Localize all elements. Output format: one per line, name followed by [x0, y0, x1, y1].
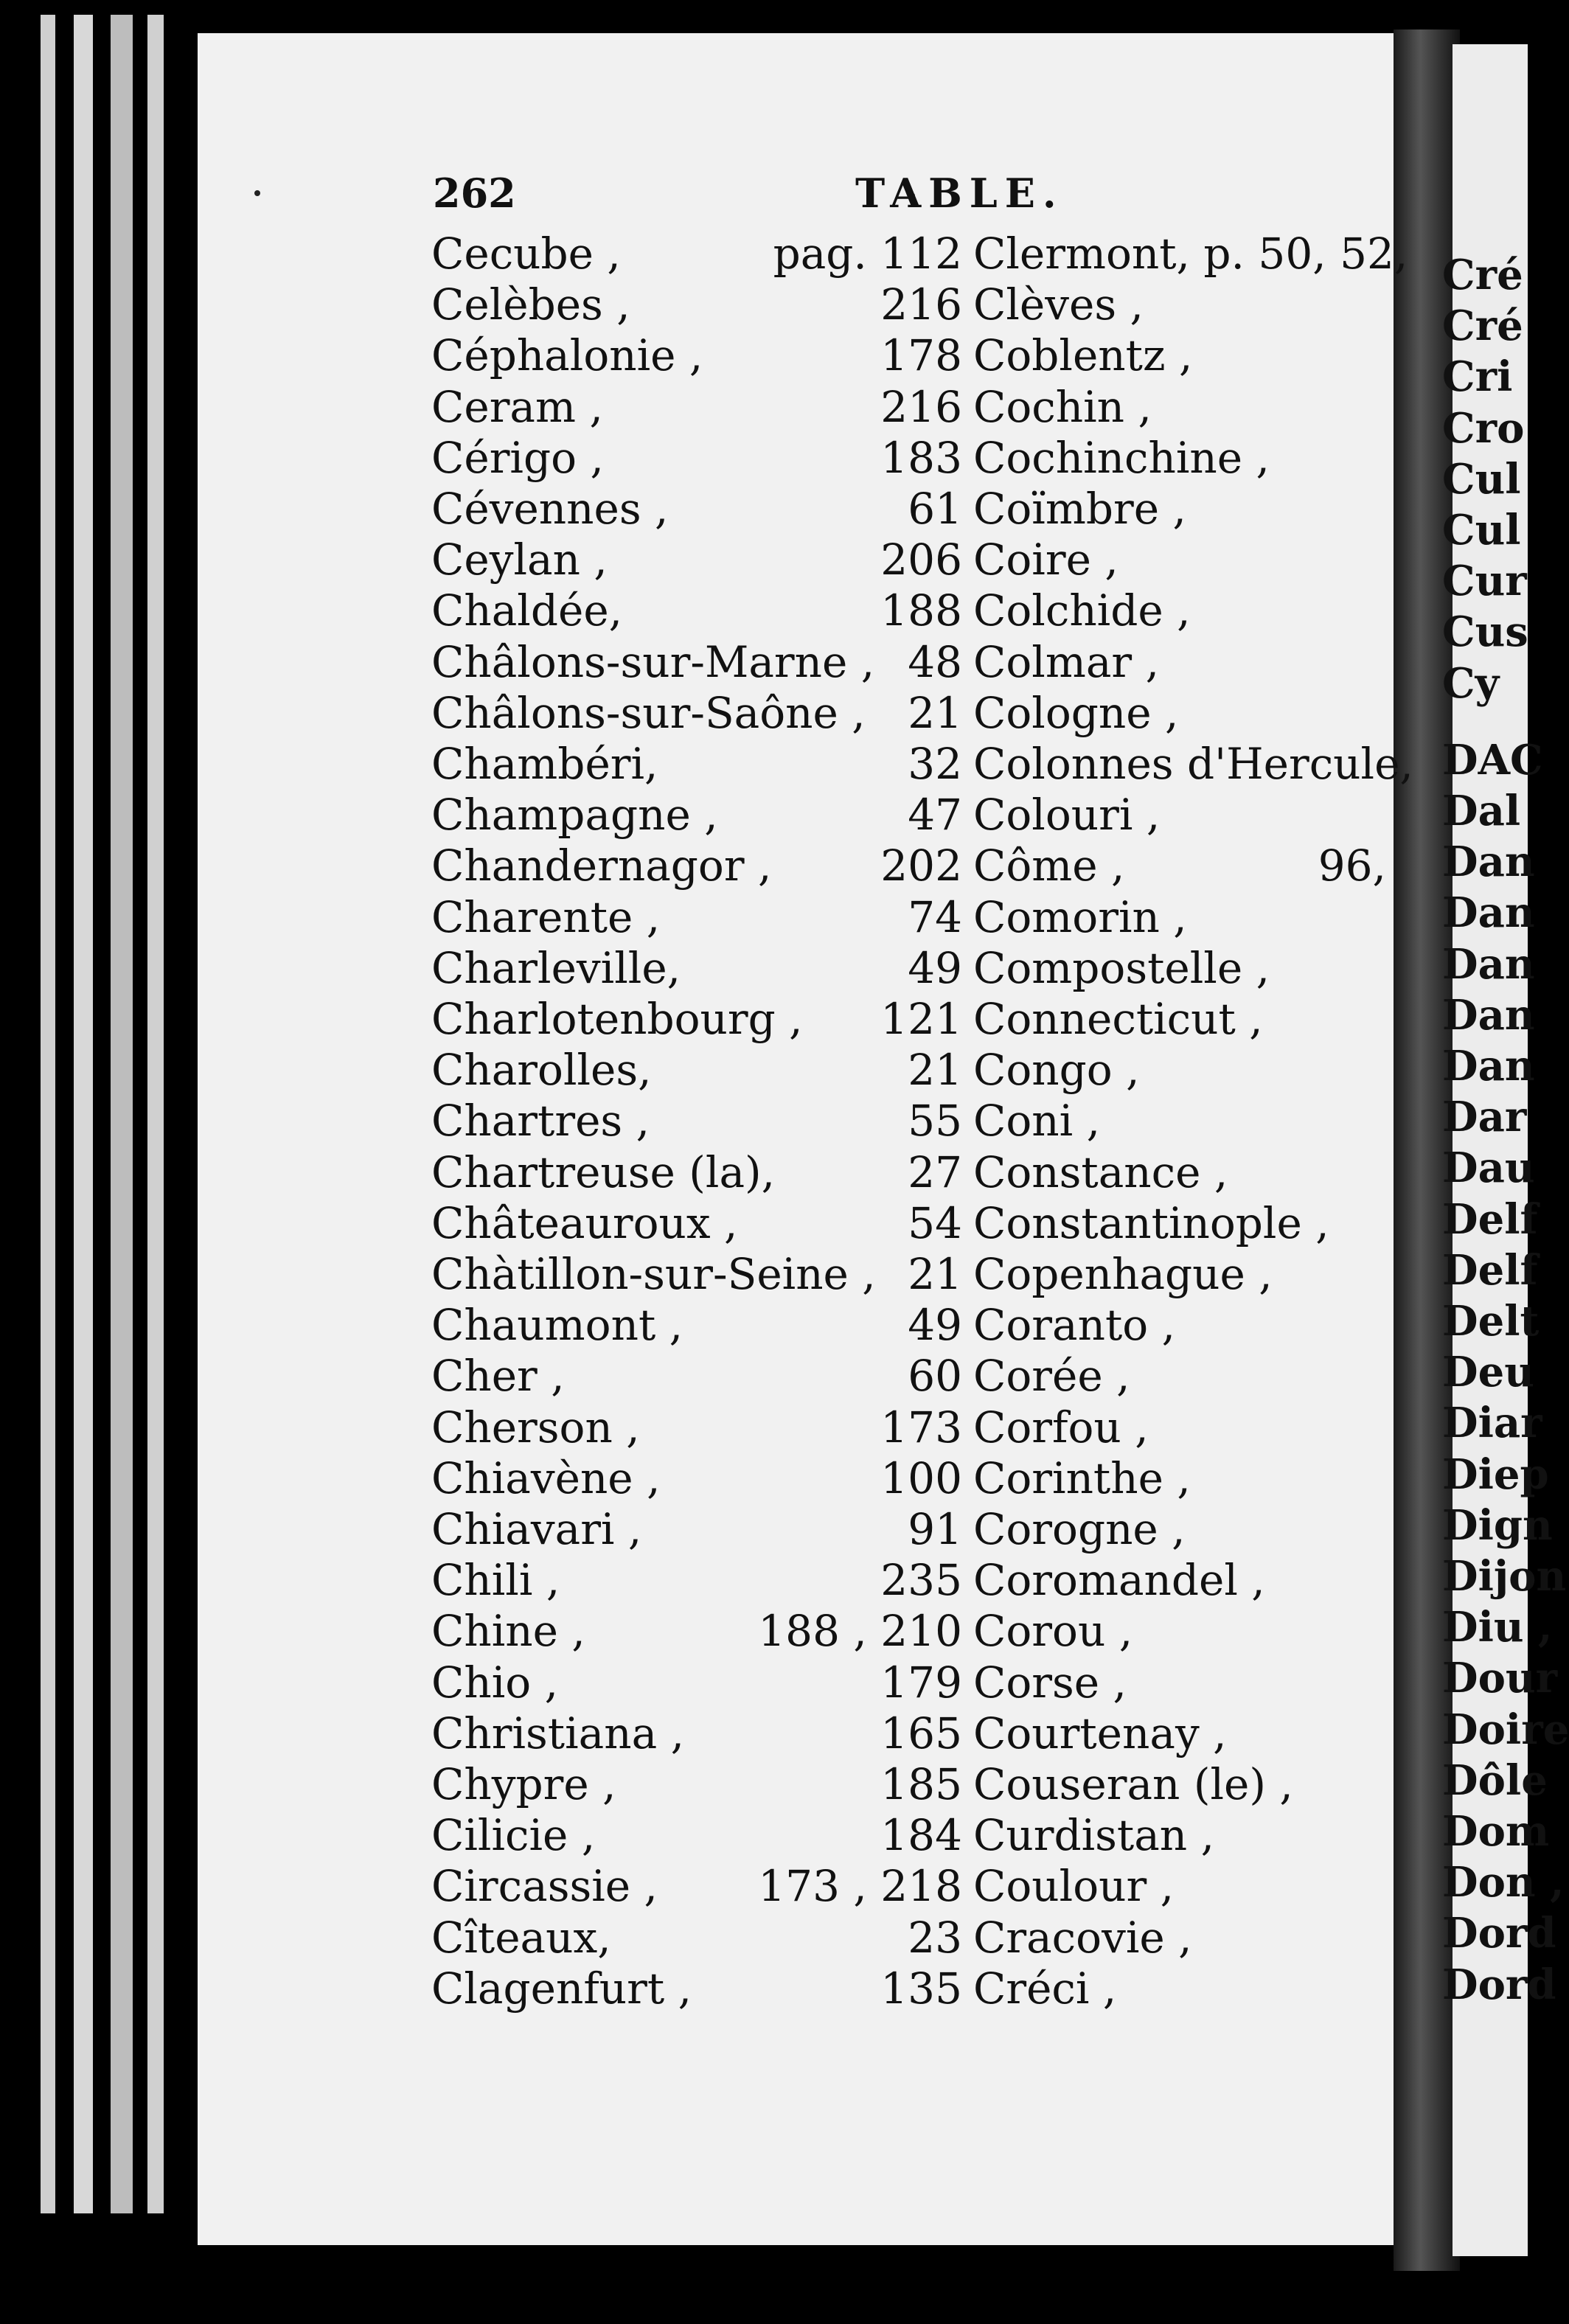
- index-entry: [973, 1606, 1386, 1656]
- index-entry: [431, 1861, 962, 1911]
- page-edge-stack: [0, 0, 199, 2324]
- facing-page-text: Diu ,: [1442, 1603, 1553, 1652]
- entry-name: Coïmbre ,: [973, 484, 1186, 534]
- entry-name: Curdistan ,: [973, 1810, 1215, 1861]
- index-entry: [973, 1249, 1386, 1299]
- index-entry: [973, 1453, 1386, 1503]
- entry-name: Cecube ,: [431, 229, 621, 279]
- entry-name: Couseran (le) ,: [973, 1759, 1293, 1809]
- entry-page: 96,: [1318, 841, 1386, 891]
- entry-name: Chili ,: [431, 1555, 560, 1606]
- index-entry: [431, 585, 962, 636]
- index-entry: [973, 330, 1386, 380]
- index-entry: [973, 1657, 1386, 1708]
- index-entry: [431, 1810, 962, 1860]
- entry-page: 61: [908, 484, 962, 534]
- page-edge: [41, 15, 55, 2213]
- entry-page: 60: [908, 1351, 962, 1402]
- entry-name: Charolles,: [431, 1045, 652, 1096]
- index-entry: [431, 382, 962, 432]
- index-entry: [973, 382, 1386, 432]
- entry-name: Côme ,: [973, 841, 1125, 891]
- index-entry: [973, 1963, 1386, 2014]
- entry-name: Constance ,: [973, 1147, 1228, 1197]
- facing-page-text: Delt: [1442, 1297, 1540, 1346]
- entry-page: 173: [880, 1402, 962, 1452]
- entry-name: Colchide ,: [973, 585, 1191, 636]
- entry-name: Celèbes ,: [431, 279, 630, 330]
- entry-page: 121: [880, 994, 962, 1044]
- entry-name: Clagenfurt ,: [431, 1963, 692, 2014]
- entry-page: 184: [880, 1810, 962, 1861]
- index-entry: [431, 1249, 962, 1299]
- entry-name: Charleville,: [431, 942, 681, 993]
- index-entry: [431, 1351, 962, 1401]
- facing-page-text: Dom: [1442, 1807, 1550, 1856]
- ink-speck: [254, 190, 260, 196]
- index-entry: [431, 1504, 962, 1554]
- facing-page-text: Cré: [1442, 302, 1523, 351]
- index-entry: [973, 1555, 1386, 1605]
- entry-name: Chiavène ,: [431, 1452, 661, 1503]
- entry-name: Clermont, p. 50, 52,: [973, 229, 1408, 279]
- entry-name: Corse ,: [973, 1657, 1127, 1708]
- facing-page-fragment: [1442, 44, 1569, 2256]
- index-entry: [431, 1963, 962, 2014]
- index-entry: [973, 1810, 1386, 1860]
- entry-page: 49: [908, 942, 962, 993]
- index-entry: [431, 433, 962, 483]
- entry-name: Ceylan ,: [431, 535, 608, 585]
- index-entry: [973, 484, 1386, 534]
- facing-page-text: Dôle: [1442, 1756, 1548, 1805]
- entry-page: 202: [880, 841, 962, 891]
- index-entry: [973, 1198, 1386, 1248]
- entry-name: Chaldée,: [431, 585, 623, 636]
- facing-page-text: Dar: [1442, 1093, 1527, 1142]
- index-entry: [431, 1555, 962, 1605]
- entry-page: 23: [908, 1912, 962, 1963]
- entry-name: Châlons-sur-Marne ,: [431, 636, 875, 687]
- entry-name: Cher ,: [431, 1351, 565, 1402]
- entry-name: Châteauroux ,: [431, 1197, 738, 1248]
- entry-name: Corinthe ,: [973, 1452, 1191, 1503]
- facing-page-text: Dan: [1442, 838, 1535, 887]
- index-entry: [431, 535, 962, 585]
- entry-page: 188: [880, 585, 962, 636]
- index-entry: [431, 739, 962, 789]
- index-entry: [973, 943, 1386, 993]
- index-entry: [973, 535, 1386, 585]
- entry-page: 21: [908, 1249, 962, 1299]
- facing-page-text: Dan: [1442, 939, 1535, 989]
- entry-name: Cologne ,: [973, 687, 1179, 738]
- entry-name: Congo ,: [973, 1045, 1140, 1096]
- index-entry: [431, 1708, 962, 1758]
- entry-name: Cîteaux,: [431, 1912, 611, 1963]
- entry-name: Coranto ,: [973, 1300, 1176, 1351]
- entry-name: Chambéri,: [431, 739, 658, 789]
- entry-name: Cracovie ,: [973, 1912, 1192, 1963]
- entry-name: Ceram ,: [431, 381, 603, 432]
- index-entry: [973, 1759, 1386, 1809]
- facing-page-text: Cul: [1442, 454, 1521, 504]
- entry-page: 185: [880, 1759, 962, 1809]
- index-entry: [431, 1759, 962, 1809]
- entry-page: 27: [908, 1147, 962, 1197]
- index-entry: [431, 1453, 962, 1503]
- index-entry: [973, 994, 1386, 1044]
- entry-name: Coulour ,: [973, 1861, 1175, 1912]
- entry-name: Champagne ,: [431, 790, 718, 841]
- facing-page-text: Cul: [1442, 506, 1521, 554]
- index-entry: [431, 484, 962, 534]
- entry-name: Christiana ,: [431, 1708, 685, 1758]
- page-edge: [147, 15, 164, 2213]
- entry-name: Charente ,: [431, 891, 661, 942]
- index-entry: [431, 1147, 962, 1197]
- entry-name: Châlons-sur-Saône ,: [431, 687, 866, 738]
- entry-name: Chartres ,: [431, 1096, 650, 1147]
- facing-page-text: Dord: [1442, 1960, 1556, 2009]
- entry-name: Créci ,: [973, 1963, 1117, 2014]
- entry-page: 32: [908, 739, 962, 789]
- facing-page-text: Dal: [1442, 787, 1521, 835]
- entry-page: 100: [880, 1452, 962, 1503]
- entry-page: 55: [908, 1096, 962, 1147]
- entry-page: 216: [880, 381, 962, 432]
- entry-name: Chartreuse (la),: [431, 1147, 776, 1197]
- entry-page: 206: [880, 535, 962, 585]
- facing-page-text: Delf: [1442, 1245, 1538, 1295]
- facing-page-text: Dan: [1442, 888, 1535, 938]
- index-entry: [431, 1096, 962, 1146]
- index-entry: [431, 841, 962, 891]
- index-entry: [973, 279, 1386, 330]
- index-entry: [973, 1504, 1386, 1554]
- facing-page-text: Cri: [1442, 352, 1513, 402]
- index-entry: [431, 790, 962, 840]
- index-entry: [431, 943, 962, 993]
- entry-name: Comorin ,: [973, 891, 1187, 942]
- entry-name: Coire ,: [973, 535, 1119, 585]
- page-number: 262: [433, 170, 516, 217]
- entry-name: Chypre ,: [431, 1759, 616, 1809]
- index-entry: [431, 637, 962, 687]
- entry-name: Chine ,: [431, 1606, 585, 1657]
- index-entry: [431, 1198, 962, 1248]
- entry-name: Clèves ,: [973, 279, 1144, 330]
- entry-name: Coromandel ,: [973, 1555, 1265, 1606]
- entry-page: 54: [908, 1197, 962, 1248]
- entry-name: Cherson ,: [431, 1402, 640, 1452]
- index-entry: [973, 1045, 1386, 1095]
- entry-page: 91: [908, 1504, 962, 1554]
- entry-name: Colonnes d'Hercule,: [973, 739, 1413, 789]
- entry-page: 48: [908, 636, 962, 687]
- entry-page: 216: [880, 279, 962, 330]
- index-entry: [973, 841, 1386, 891]
- index-entry: [973, 229, 1408, 279]
- entry-page: 183: [880, 432, 962, 483]
- entry-name: Corée ,: [973, 1351, 1130, 1402]
- index-entry: [431, 688, 962, 738]
- entry-name: Corou ,: [973, 1606, 1133, 1657]
- entry-page: 49: [908, 1300, 962, 1351]
- entry-page: 47: [908, 790, 962, 841]
- entry-name: Copenhague ,: [973, 1249, 1273, 1299]
- index-entry: [431, 1913, 962, 1963]
- entry-name: Corogne ,: [973, 1504, 1186, 1554]
- entry-page: 235: [880, 1555, 962, 1606]
- entry-page: 165: [880, 1708, 962, 1758]
- facing-page-text: Cus: [1442, 608, 1528, 657]
- entry-page: 21: [908, 687, 962, 738]
- index-entry: [973, 790, 1386, 840]
- entry-name: Chio ,: [431, 1657, 559, 1708]
- facing-page-text: Cro: [1442, 403, 1525, 453]
- page-edge: [111, 15, 133, 2213]
- entry-name: Courtenay ,: [973, 1708, 1227, 1758]
- entry-name: Céphalonie ,: [431, 330, 703, 381]
- facing-page-text: Doire: [1442, 1705, 1569, 1754]
- index-entry: [973, 1402, 1386, 1452]
- index-entry: [973, 1861, 1386, 1911]
- facing-page-text: Diar: [1442, 1399, 1542, 1448]
- index-entry: [431, 279, 962, 330]
- entry-name: Cochinchine ,: [973, 432, 1270, 483]
- facing-page-text: Dign: [1442, 1500, 1553, 1550]
- entry-page: 178: [880, 330, 962, 381]
- entry-name: Chiavari ,: [431, 1504, 642, 1554]
- index-entry: [973, 1096, 1386, 1146]
- entry-page: pag. 112: [773, 229, 962, 279]
- index-entry: [973, 585, 1386, 636]
- index-entry: [431, 994, 962, 1044]
- index-entry: [973, 637, 1386, 687]
- index-entry: [973, 1913, 1386, 1963]
- entry-name: Colmar ,: [973, 636, 1160, 687]
- index-entry: [973, 1300, 1386, 1350]
- entry-page: 135: [880, 1963, 962, 2014]
- facing-page-text: Diep: [1442, 1450, 1549, 1499]
- entry-name: Connecticut ,: [973, 994, 1263, 1044]
- index-entry: [973, 1708, 1386, 1758]
- facing-page-text: Cy: [1442, 658, 1500, 708]
- index-entry: [973, 739, 1413, 789]
- entry-page: 74: [908, 891, 962, 942]
- entry-name: Compostelle ,: [973, 942, 1270, 993]
- facing-page-text: Dord: [1442, 1909, 1556, 1958]
- entry-name: Constantinople ,: [973, 1197, 1329, 1248]
- facing-page-text: Don ,: [1442, 1858, 1565, 1907]
- index-entry: [973, 433, 1386, 483]
- index-entry: [431, 330, 962, 380]
- index-entry: [431, 1045, 962, 1095]
- entry-name: Charlotenbourg ,: [431, 994, 803, 1044]
- entry-name: Coblentz ,: [973, 330, 1193, 381]
- index-entry: [973, 1351, 1386, 1401]
- index-entry: [431, 1402, 962, 1452]
- index-entry: [431, 1657, 962, 1708]
- index-entry: [973, 1147, 1386, 1197]
- facing-page-text: Dan: [1442, 990, 1535, 1040]
- entry-name: Chàtillon-sur-Seine ,: [431, 1249, 876, 1299]
- page-edge: [74, 15, 93, 2213]
- facing-page-text: Cré: [1442, 251, 1523, 299]
- entry-name: Chaumont ,: [431, 1300, 683, 1351]
- index-entry: [431, 1606, 962, 1656]
- entry-name: Cérigo ,: [431, 432, 604, 483]
- facing-page-text: Dau: [1442, 1144, 1535, 1193]
- index-entry: [973, 688, 1386, 738]
- facing-page-text: Dour: [1442, 1654, 1558, 1703]
- entry-name: Cilicie ,: [431, 1810, 596, 1861]
- entry-name: Circassie ,: [431, 1861, 658, 1912]
- facing-page-text: Deu: [1442, 1348, 1534, 1397]
- facing-page-text: Dan: [1442, 1042, 1535, 1090]
- facing-page-text: Delf: [1442, 1194, 1538, 1244]
- index-entry: [431, 1300, 962, 1350]
- entry-page: 188 , 210: [758, 1606, 962, 1657]
- entry-name: Cochin ,: [973, 381, 1152, 432]
- entry-page: 21: [908, 1045, 962, 1096]
- entry-name: Corfou ,: [973, 1402, 1149, 1452]
- entry-page: 173 , 218: [758, 1861, 962, 1912]
- index-entry: [973, 892, 1386, 942]
- entry-name: Cévennes ,: [431, 484, 669, 534]
- entry-name: Chandernagor ,: [431, 841, 772, 891]
- index-entry: [431, 229, 962, 279]
- index-entry: [431, 892, 962, 942]
- entry-page: 179: [880, 1657, 962, 1708]
- entry-name: Coni ,: [973, 1096, 1101, 1147]
- facing-page-text: Dijon: [1442, 1552, 1567, 1601]
- facing-page-text: Cur: [1442, 557, 1527, 606]
- page-title: TABLE.: [855, 170, 1064, 217]
- facing-page-text: DAC: [1442, 735, 1543, 784]
- entry-name: Colouri ,: [973, 790, 1161, 841]
